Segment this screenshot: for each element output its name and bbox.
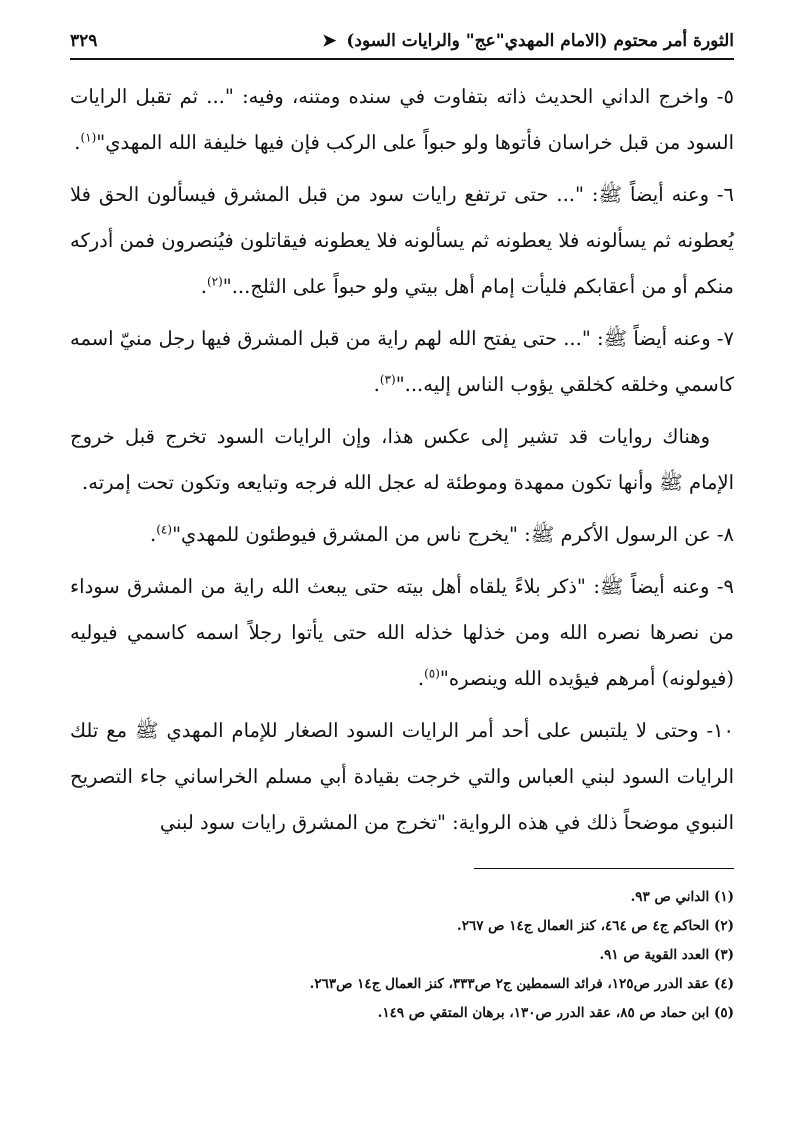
paragraph-intro: وهناك روايات قد تشير إلى عكس هذا، وإن الرايات السود تخرج قبل خروج الإمام ﷺ وأنها تكون ممهدة وموطئة له عجل الله فرجه وتبايعه وتكون تحت إمرته. — [70, 425, 734, 494]
body-text — [70, 74, 734, 846]
footnote-ref-5: (٥) — [424, 666, 440, 681]
footnote-ref-4: (٤) — [156, 522, 173, 537]
footnote-3: (٣) العدد القوية ص ٩١. — [599, 947, 734, 963]
paragraph-6: ٦- وعنه أيضاً ﷺ: "... حتى ترتفع رايات سود من قبل المشرق فيسألون الحق فلا يُعطونه ثم يسألونه فلا يعطونه ثم يسألونه فلا يعطونه فيقاتلون فيُنصرون فمن أدركه منكم أو من أعقابكم فليأت إمام أهل بيتي ولو حبواً على الثلج..."$^{(٢)}$. — [70, 183, 734, 298]
paragraph-8: ٨- عن الرسول الأكرم ﷺ: "يخرج ناس من المشرق فيوطئون للمهدي"$^{(٤)}$. — [150, 522, 734, 546]
running-title: الثورة أمر محتوم (الامام المهدي"عج" والرايات السود) — [346, 31, 734, 51]
header-rule — [70, 58, 734, 60]
paragraph-5: ٥- واخرج الداني الحديث ذاته بتفاوت في سنده ومتنه، وفيه: "... ثم تقبل الرايات السود من قبل خراسان فأتوها ولو حبواً على الركب فإن فيها خليفة الله المهدي"$^{(١)}$. — [70, 85, 734, 154]
footnote-ref-3: (٣) — [379, 372, 396, 387]
paragraph-10: ١٠- وحتى لا يلتبس على أحد أمر الرايات السود الصغار للإمام المهدي ﷺ مع تلك الرايات السود لبني العباس والتي خرجت بقيادة أبي مسلم الخراساني جاء التصريح النبوي موضحاً ذلك في هذه الرواية: "تخرج من المشرق رايات سود لبني — [70, 719, 734, 834]
paragraph-9: ٩- وعنه أيضاً ﷺ: "ذكر بلاءً يلقاه أهل بيته حتى يبعث الله راية من المشرق سوداء من نصرها نصره الله ومن خذلها خذله الله حتى يأتوا رجلاً اسمه كاسمي فيوليه (فيولونه) أمرهم فيؤيده الله وينصره"$^{(٥)}$. — [70, 575, 734, 690]
footnote-5: (٥) ابن حماد ص ٨٥، عقد الدرر ص١٣٠، برهان المتقي ص ١٤٩. — [377, 1005, 734, 1021]
page-number: ٣٢٩ — [70, 31, 98, 51]
footnote-4: (٤) عقد الدرر ص١٢٥، فرائد السمطين ج٢ ص٣٣٣، كنز العمال ج١٤ ص٢٦٣. — [309, 976, 734, 992]
header-marker-icon: ➤ — [322, 31, 337, 51]
running-header — [70, 28, 734, 58]
footnote-ref-2: (٢) — [206, 274, 223, 289]
footnote-2: (٢) الحاكم ج٤ ص ٤٦٤، كنز العمال ج١٤ ص ٢٦٧. — [457, 918, 734, 934]
footnote-ref-1: (١) — [80, 130, 97, 145]
footnote-rule — [474, 868, 734, 869]
footnote-1: (١) الداني ص ٩٣. — [630, 889, 734, 905]
book-page — [70, 28, 734, 1028]
footnotes — [70, 883, 734, 1028]
paragraph-7: ٧- وعنه أيضاً ﷺ: "... حتى يفتح الله لهم راية من قبل المشرق فيها رجل منيّ اسمه كاسمي وخلقه كخلقي يؤوب الناس إليه..."$^{(٣)}$. — [70, 327, 734, 396]
